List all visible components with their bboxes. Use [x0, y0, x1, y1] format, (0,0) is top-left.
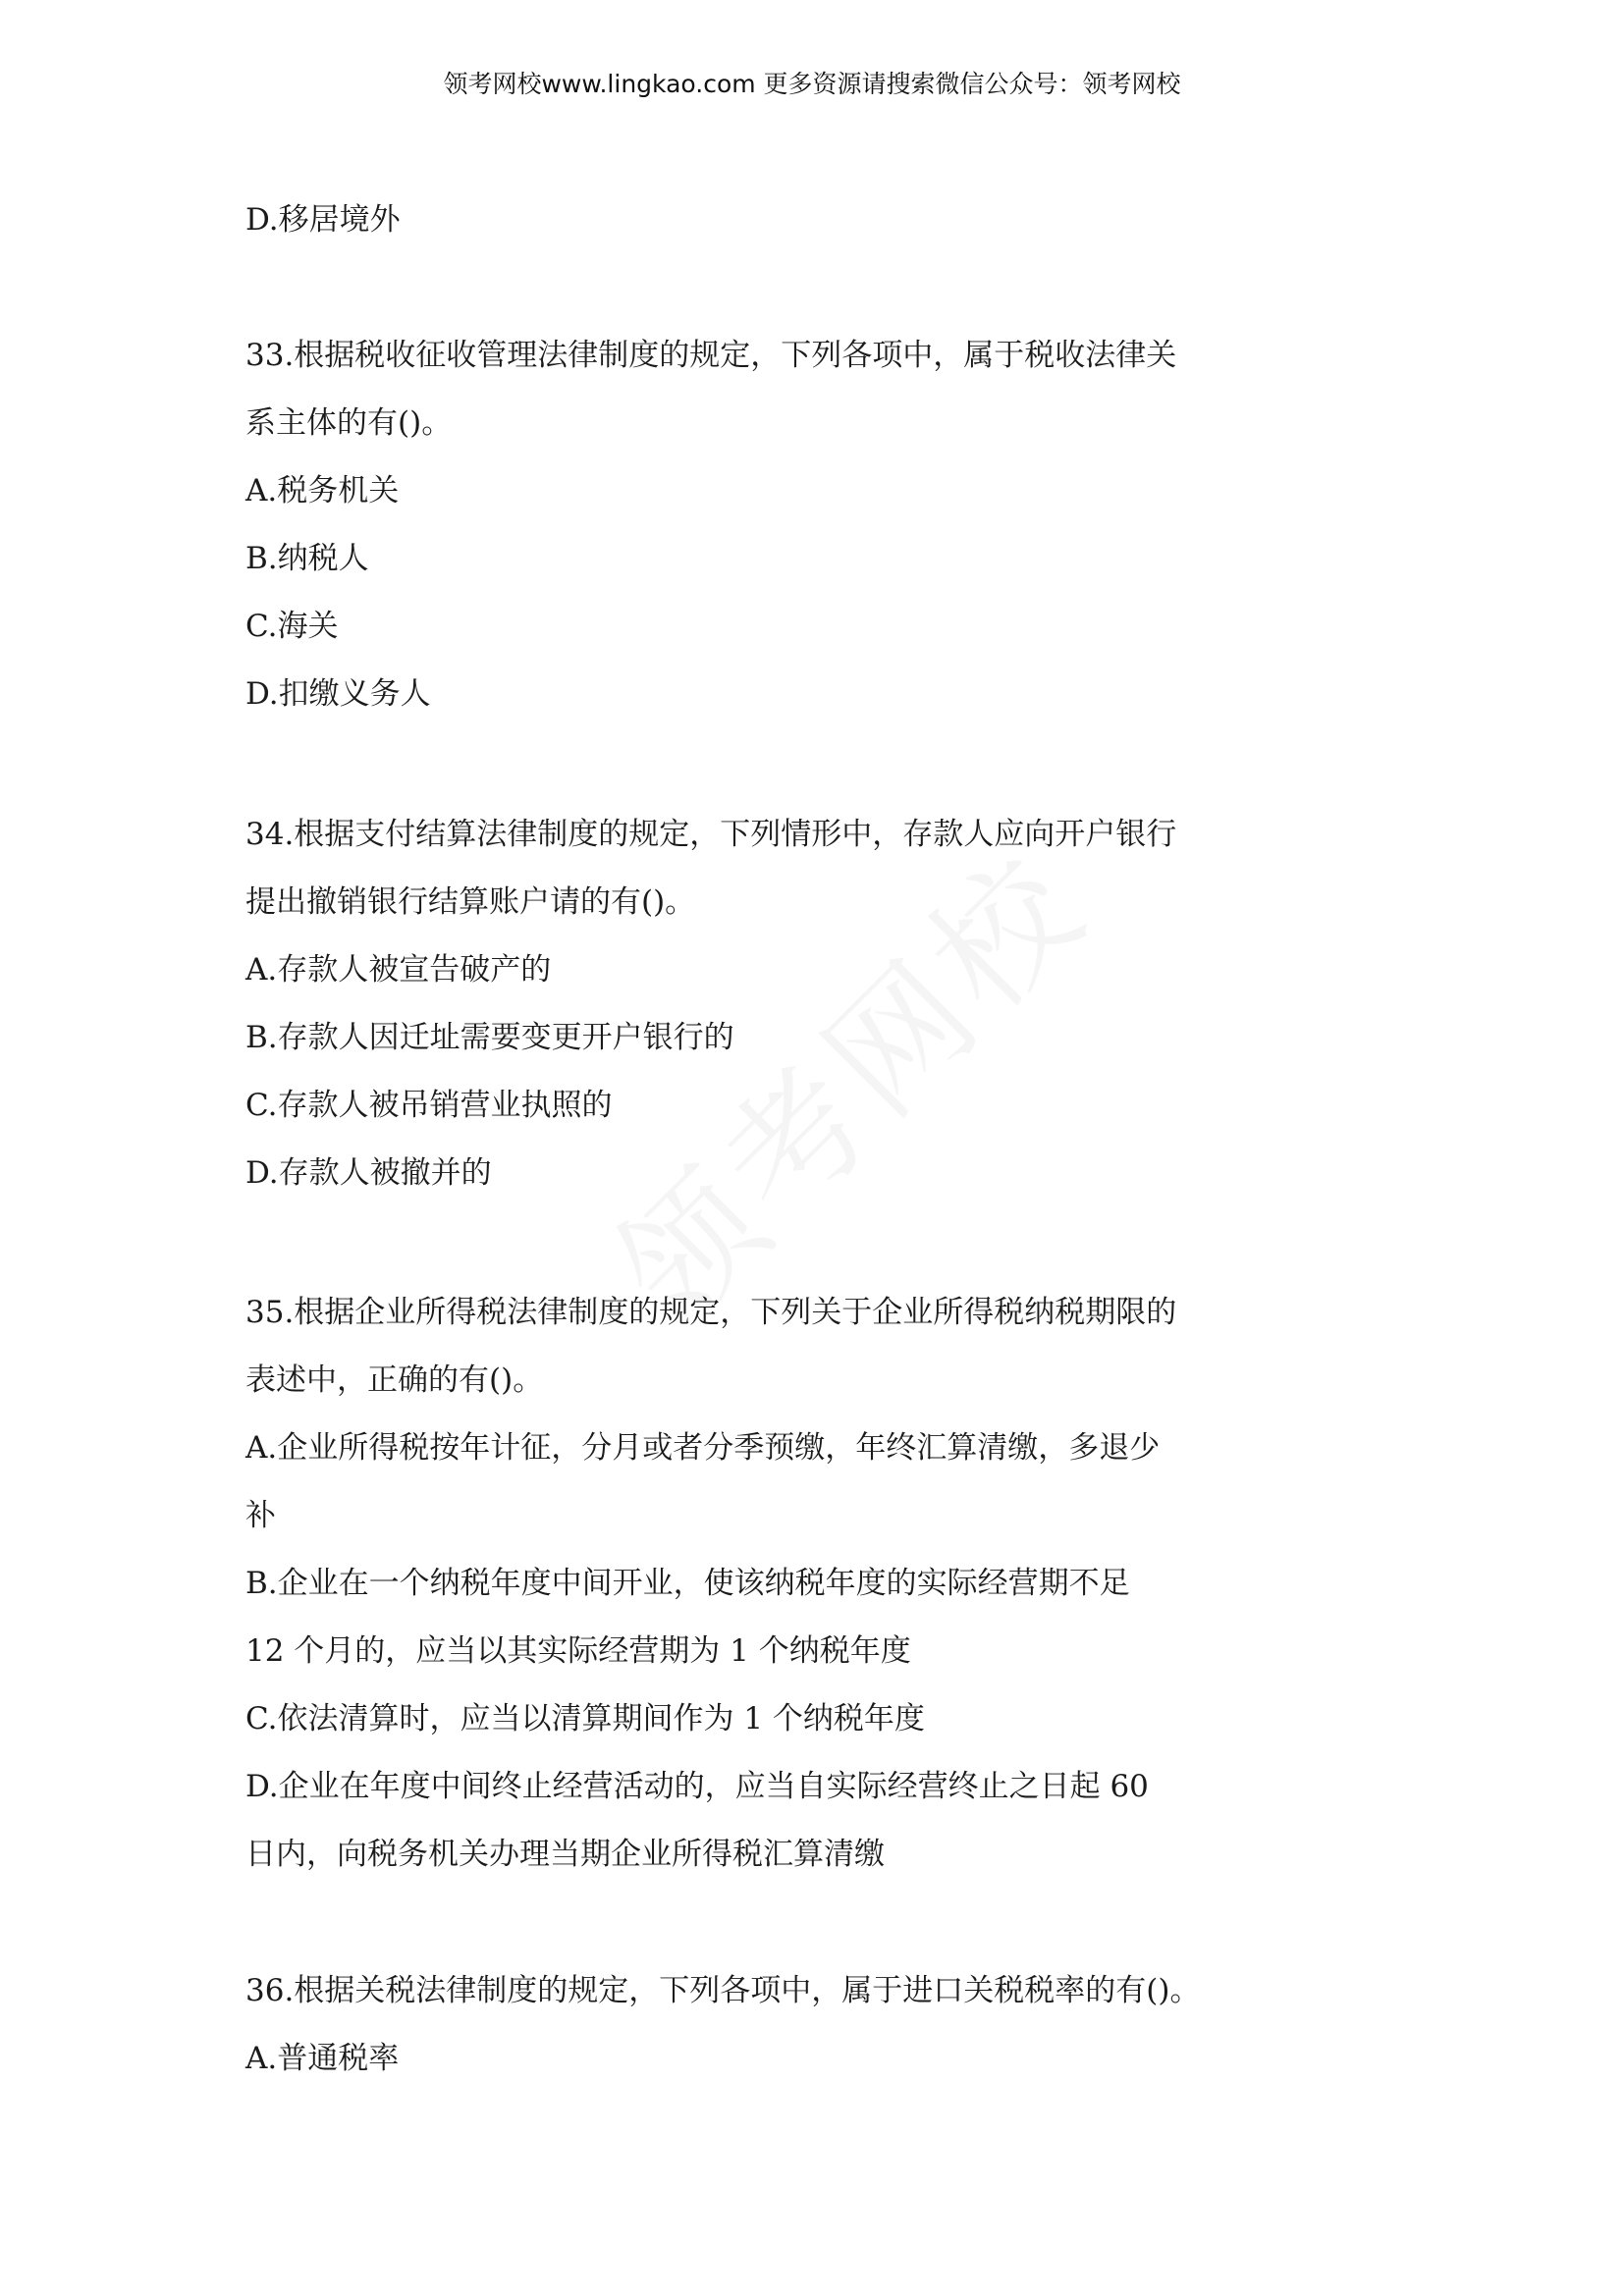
q33-option-a: A.税务机关	[245, 473, 400, 508]
q34-option-b: B.存款人因迁址需要变更开户银行的	[245, 1020, 734, 1055]
q35-option-d-line-1: D.企业在年度中间终止经营活动的，应当自实际经营终止之日起 60	[245, 1769, 1149, 1804]
q33-stem-line-2: 系主体的有()。	[245, 405, 453, 441]
q35-stem-line-2: 表述中，正确的有()。	[245, 1362, 544, 1398]
q36-option-a: A.普通税率	[245, 2041, 400, 2076]
q34-option-d: D.存款人被撤并的	[245, 1155, 492, 1191]
q34-option-a: A.存款人被宣告破产的	[245, 952, 552, 988]
q35-option-a-line-1: A.企业所得税按年计征，分月或者分季预缴，年终汇算清缴，多退少	[245, 1430, 1161, 1466]
q35-stem-line-1: 35.根据企业所得税法律制度的规定，下列关于企业所得税纳税期限的	[245, 1295, 1177, 1330]
q33-stem-line-1: 33.根据税收征收管理法律制度的规定，下列各项中，属于税收法律关	[245, 338, 1177, 373]
q36-stem: 36.根据关税法律制度的规定，下列各项中，属于进口关税税率的有()。	[245, 1973, 1201, 2008]
q34-stem-line-1: 34.根据支付结算法律制度的规定，下列情形中，存款人应向开户银行	[245, 817, 1177, 852]
q34-stem-line-2: 提出撤销银行结算账户请的有()。	[245, 884, 696, 920]
q35-option-d-line-2: 日内，向税务机关办理当期企业所得税汇算清缴	[245, 1837, 885, 1872]
q35-option-c: C.依法清算时，应当以清算期间作为 1 个纳税年度	[245, 1701, 925, 1736]
q33-option-b: B.纳税人	[245, 541, 369, 576]
q32-option-d: D.移居境外	[245, 202, 401, 238]
q35-option-b-line-2: 12 个月的，应当以其实际经营期为 1 个纳税年度	[245, 1633, 911, 1669]
q34-option-c: C.存款人被吊销营业执照的	[245, 1088, 613, 1123]
q35-option-b-line-1: B.企业在一个纳税年度中间开业，使该纳税年度的实际经营期不足	[245, 1566, 1130, 1601]
q35-option-a-line-2: 补	[245, 1498, 276, 1533]
q33-option-c: C.海关	[245, 609, 339, 644]
page-header: 领考网校www.lingkao.com 更多资源请搜索微信公众号：领考网校	[443, 70, 1181, 98]
q33-option-d: D.扣缴义务人	[245, 676, 431, 712]
